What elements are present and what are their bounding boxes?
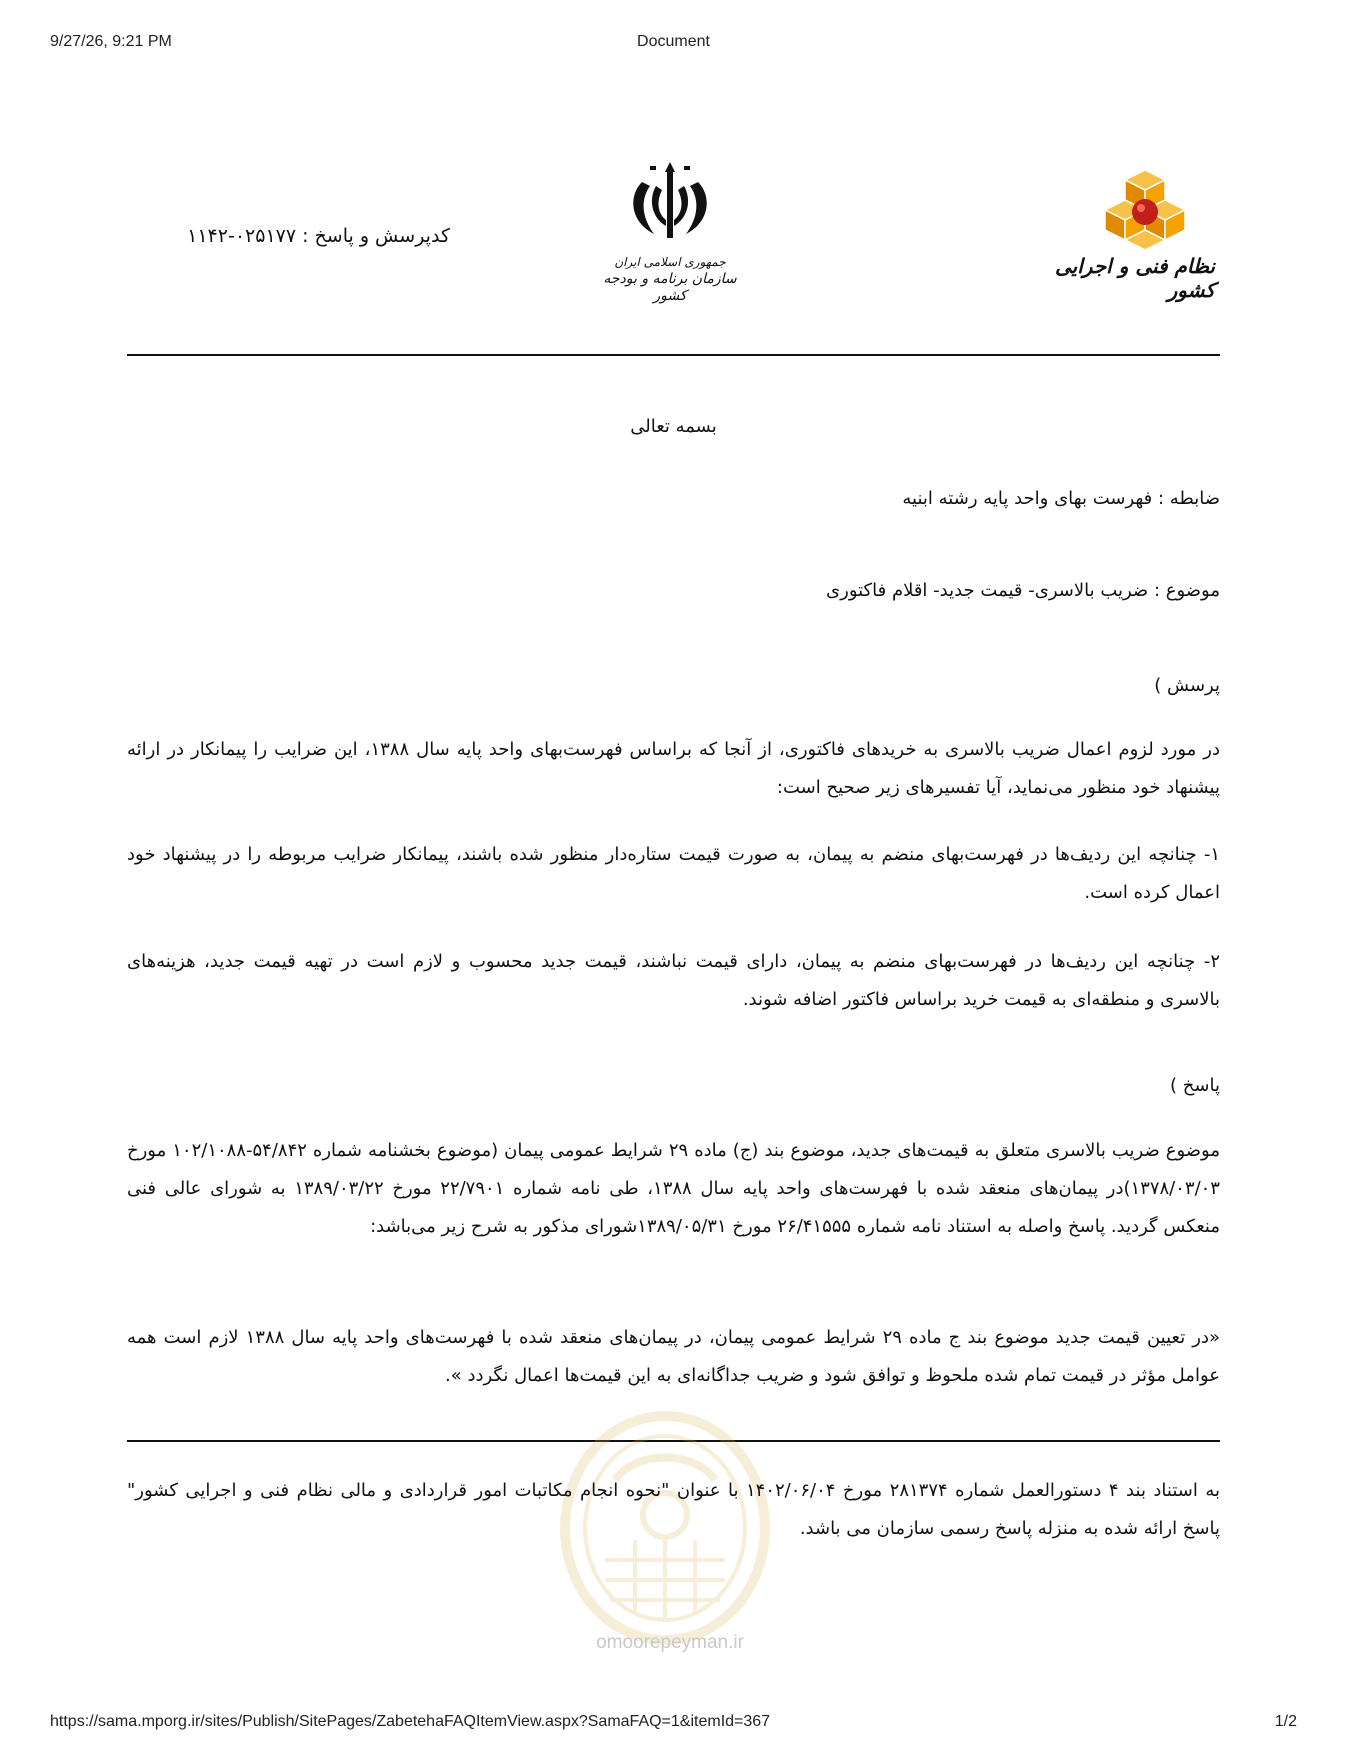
nezam-fanni-logo: [1055, 162, 1215, 302]
answer-paragraph: موضوع ضریب بالاسری متعلق به قیمت‌های جدید، موضوع بند (ج) ماده ۲۹ شرایط عمومی پیمان (موضوع بخشنامه شماره ۵۴/۸۴۲-۱۰۲/۱۰۸۸ مورخ ۱۳۷۸/۰۳/۰۳)در پیمان‌های منعقد شده با فهرست‌های واحد پایه سال ۱۳۸۸، طی نامه شماره ۲۲/۷۹۰۱ مورخ ۱۳۸۹/۰۳/۲۲ به شورای عالی فنی منعکس گردید. پاسخ واصله به استناد نامه شماره ۲۶/۴۱۵۵۵ مورخ ۱۳۸۹/۰۵/۳۱شورای مذکور به شرح زیر می‌باشد:: [127, 1140, 1220, 1237]
question-heading: پرسش ): [1154, 675, 1220, 696]
page-number: 1/2: [1274, 1713, 1297, 1730]
emblem-block: [600, 160, 740, 310]
basmala: بسمه تعالی: [630, 416, 717, 437]
print-header: [0, 33, 1347, 57]
answer-heading: پاسخ ): [1170, 1075, 1220, 1096]
page-url[interactable]: https://sama.mporg.ir/sites/Publish/SitePages/ZabetehaFAQItemView.aspx?SamaFAQ=1&itemId=367: [50, 1713, 771, 1730]
subject-line: موضوع : ضریب بالاسری- قیمت جدید- اقلام فاکتوری: [826, 580, 1220, 601]
question-item-2: ۲- چنانچه این ردیف‌ها در فهرست‌بهای منضم به پیمان، دارای قیمت نباشند، قیمت جدید محسوب و لازم است در تهیه قیمت جدید، هزینه‌های بالاسری و منطقه‌ای به قیمت خرید براساس فاکتور اضافه شوند.: [127, 951, 1220, 1010]
brand-name: نظام فنی و اجرایی کشور: [1054, 254, 1215, 302]
emblem-line-1: جمهوری اسلامی ایران: [614, 255, 726, 269]
official-response-note: به استناد بند ۴ دستورالعمل شماره ۲۸۱۳۷۴ مورخ ۱۴۰۲/۰۶/۰۴ با عنوان "نحوه انجام مکاتبات امور قراردادی و مالی نظام فنی و اجرایی کشور" پاسخ ارائه شده به منزله پاسخ رسمی سازمان می باشد.: [127, 1480, 1220, 1539]
watermark-site: omoorepeyman.ir: [596, 1632, 744, 1653]
header-divider: [127, 354, 1220, 356]
question-paragraph: در مورد لزوم اعمال ضریب بالاسری به خریدهای فاکتوری، از آنجا که براساس فهرست‌بهای واحد پایه سال ۱۳۸۸، این ضرایب را پیمانکار در ارائه پیشنهاد خود منظور می‌نماید، آیا تفسیرهای زیر صحیح است:: [127, 739, 1220, 798]
faq-code: کدپرسش و پاسخ : ۰۲۵۱۷۷-۱۱۴۲: [187, 225, 450, 247]
cube-stack-icon: [1055, 162, 1215, 257]
iran-emblem-icon: [620, 160, 720, 250]
print-footer: [0, 1713, 1347, 1737]
print-title: Document: [637, 33, 710, 50]
council-quote: «در تعیین قیمت جدید موضوع بند ج ماده ۲۹ شرایط عمومی پیمان، در پیمان‌های منعقد شده با فهرست‌های واحد پایه سال ۱۳۸۸ لازم است همه عوامل مؤثر در قیمت تمام شده ملحوظ و توافق شود و ضریب جداگانه‌ای به این قیمت‌ها اعمال نگردد ».: [127, 1327, 1220, 1386]
regulation-line: ضابطه : فهرست بهای واحد پایه رشته ابنیه: [902, 488, 1220, 509]
print-datetime: 9/27/26, 9:21 PM: [50, 33, 172, 50]
question-item-1: ۱- چنانچه این ردیف‌ها در فهرست‌بهای منضم به پیمان، به صورت قیمت ستاره‌دار منظور شده باشند، پیمانکار ضرایب مربوطه را در پیشنهاد خود اعمال کرده است.: [127, 844, 1220, 903]
emblem-line-2: سازمان برنامه و بودجه کشور: [603, 271, 737, 304]
